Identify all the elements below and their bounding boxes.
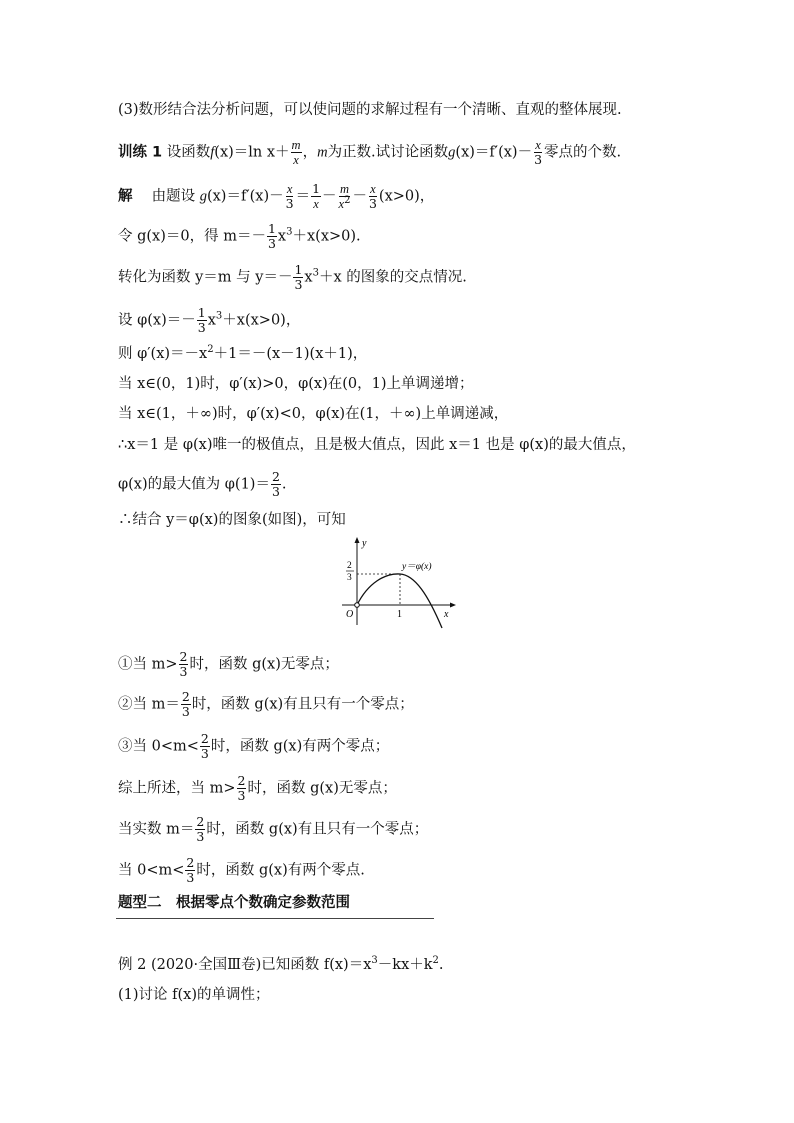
summary-2: 当实数 m＝ $\frac{2}{3}$ 时，函数 g(x)有且只有一个零点；: [118, 814, 429, 844]
solution-line-1: 解 由题设 g(x)＝f′(x)－ $\frac{x}{3}$ ＝ $\frac{1}{x}$ － $\frac{m}{x^2}$ － $\frac{x}{3}$ (x>0)，: [118, 181, 435, 211]
y-tick-numerator: 2: [347, 561, 352, 571]
fraction: $\frac{m}{x}$: [291, 138, 301, 167]
solution-line-2: 令 g(x)＝0，得 m＝－ $\frac{1}{3}$ $x^3+x(x>0)$.: [118, 221, 361, 251]
solution-line-6: 当 x∈(0，1)时，φ′(x)>0，φ(x)在(0，1)上单调递增；: [118, 376, 474, 392]
solution-line-8: ∴x＝1 是 φ(x)唯一的极值点，且是极大值点，因此 x＝1 也是 φ(x)的最大值点，: [118, 437, 636, 453]
solution-line-3: 转化为函数 y＝m 与 y＝－ $\frac{1}{3}$ $x^3+x$ 的图象的交点情况.: [118, 262, 467, 292]
summary-3: 当 0<m< $\frac{2}{3}$ 时，函数 g(x)有两个零点.: [118, 855, 365, 885]
function-graph: [330, 535, 460, 630]
y-tick-denominator: 3: [347, 573, 352, 583]
solution-line-9: φ(x)的最大值为 φ(1)＝ $\frac{2}{3}$ .: [118, 469, 287, 499]
y-axis-label: y: [362, 538, 367, 549]
solution-label: 解: [118, 188, 133, 205]
y-axis-arrow: [355, 537, 360, 543]
heading-underline: [116, 918, 434, 919]
case-2: ②当 m＝ $\frac{2}{3}$ 时，函数 g(x)有且只有一个零点；: [118, 689, 414, 719]
section-heading: 题型二 根据零点个数确定参数范围: [118, 895, 350, 911]
case-1: ①当 m> $\frac{2}{3}$ 时，函数 g(x)无零点；: [118, 649, 339, 679]
example-statement: 例 2 (2020·全国Ⅲ卷)已知函数 $f(x)=x^3-kx+k^2$.: [118, 955, 444, 973]
x-tick-label: 1: [397, 609, 402, 620]
curve-label: y＝φ(x): [402, 562, 432, 572]
x-axis-arrow: [450, 603, 456, 608]
solution-line-4: 设 φ(x)＝－ $\frac{1}{3}$ $x^3+x(x>0)$，: [118, 305, 301, 335]
origin-label: O: [346, 609, 354, 620]
exercise-label: 训练 1: [118, 144, 163, 161]
example-part-1: (1)讨论 f(x)的单调性；: [118, 987, 270, 1003]
summary-1: 综上所述，当 m> $\frac{2}{3}$ 时，函数 g(x)无零点；: [118, 773, 397, 803]
x-axis-label: x: [444, 609, 449, 620]
exercise-statement: 训练 1 设函数f(x)＝ln x＋ $\frac{m}{x}$ ，m为正数.试讨论函数g(x)＝f′(x)－ $\frac{x}{3}$ 零点的个数.: [118, 138, 622, 167]
origin-point: [355, 603, 360, 608]
case-3: ③当 0<m< $\frac{2}{3}$ 时，函数 g(x)有两个零点；: [118, 731, 390, 761]
fraction: $\frac{x}{3}$: [534, 138, 543, 167]
paragraph-line-1: (3)数形结合法分析问题，可以使问题的求解过程有一个清晰、直观的整体展现.: [118, 102, 622, 118]
solution-line-7: 当 x∈(1，＋∞)时，φ′(x)<0，φ(x)在(1，＋∞)上单调递减，: [118, 406, 509, 422]
solution-line-10: ∴结合 y＝φ(x)的图象(如图)，可知: [118, 512, 346, 528]
solution-line-5: 则 $\varphi'(x)=-x^2+1=-(x-1)(x+1)$，: [118, 344, 368, 362]
